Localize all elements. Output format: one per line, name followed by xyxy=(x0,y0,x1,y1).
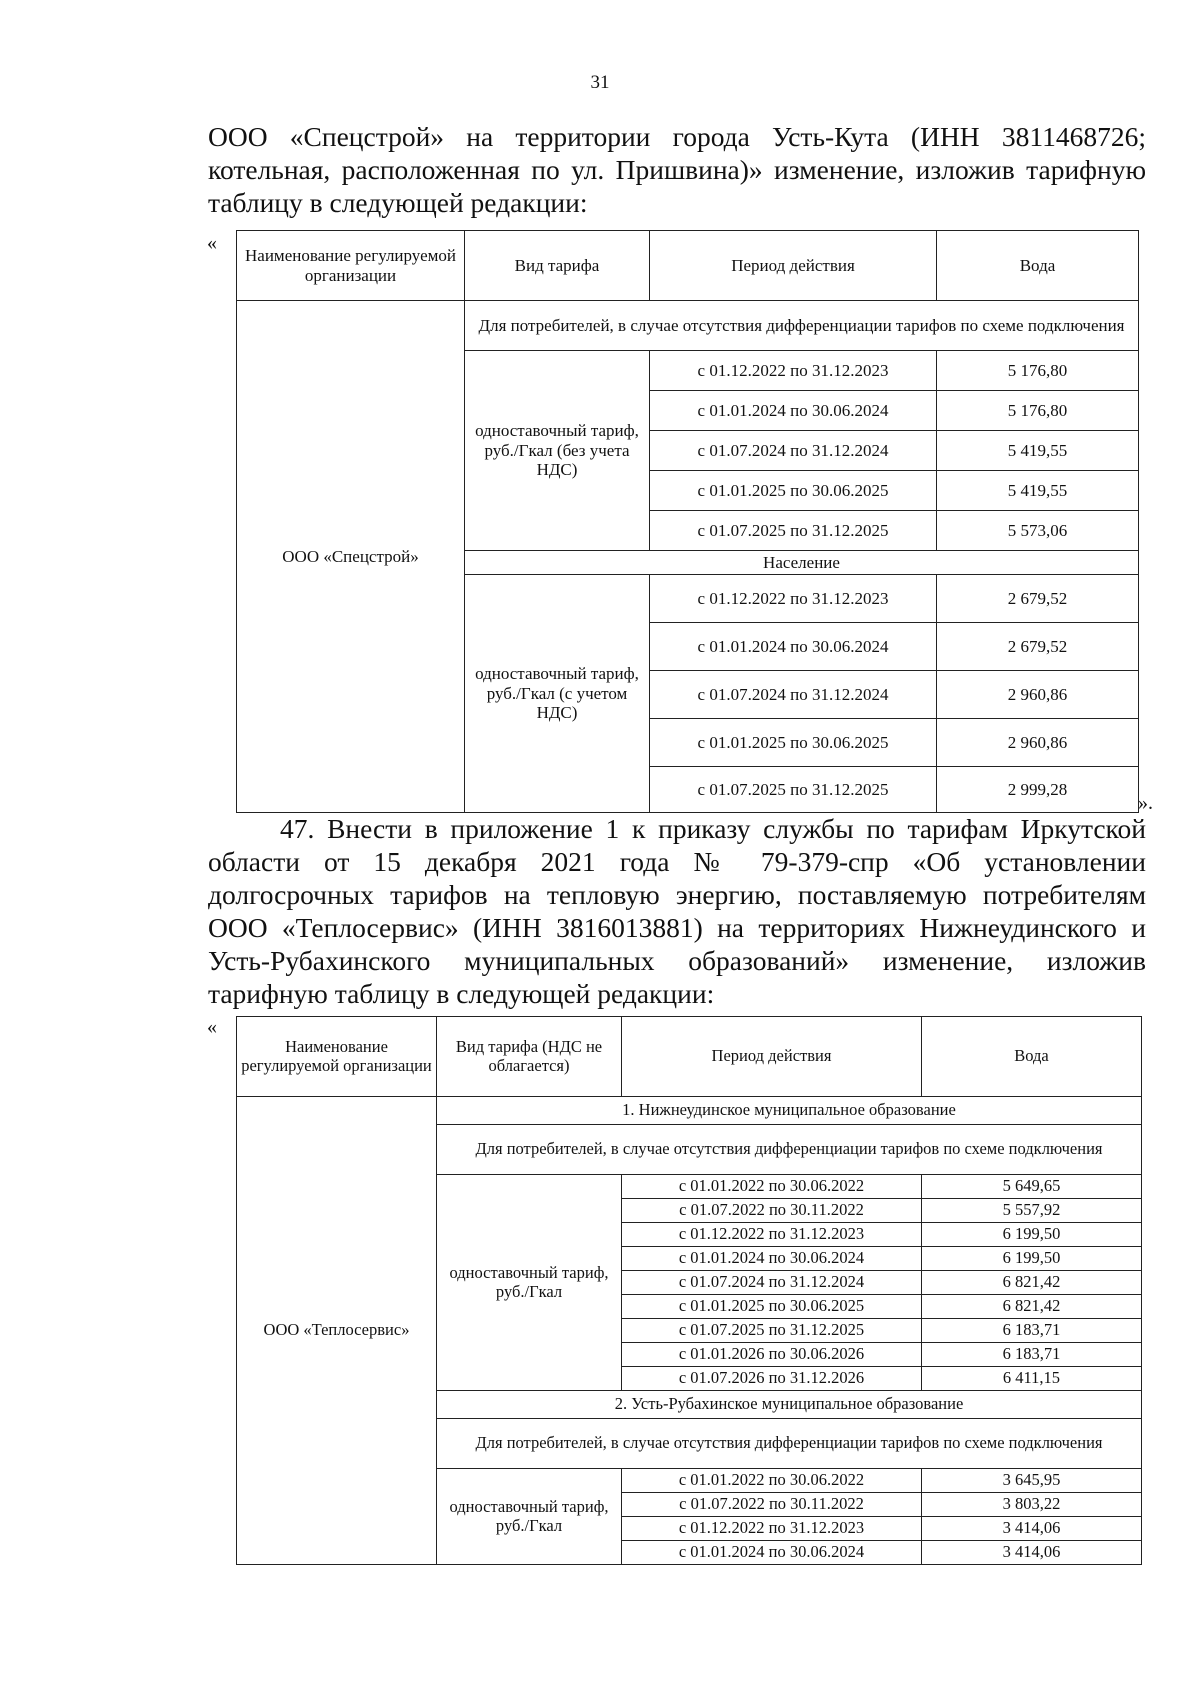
period-cell: с 01.01.2022 по 30.06.2022 xyxy=(622,1469,922,1493)
value-cell: 2 679,52 xyxy=(937,623,1139,671)
header-water: Вода xyxy=(922,1017,1142,1097)
value-cell: 6 183,71 xyxy=(922,1343,1142,1367)
page-number: 31 xyxy=(590,72,610,93)
value-cell: 5 573,06 xyxy=(937,511,1139,551)
period-cell: с 01.01.2025 по 30.06.2025 xyxy=(650,471,937,511)
period-cell: с 01.07.2022 по 30.11.2022 xyxy=(622,1493,922,1517)
period-cell: с 01.01.2025 по 30.06.2025 xyxy=(650,719,937,767)
header-organization: Наименование регулируемой организации xyxy=(237,231,465,301)
table2-quote-open: « xyxy=(207,1016,217,1038)
value-cell: 6 821,42 xyxy=(922,1295,1142,1319)
value-cell: 3 414,06 xyxy=(922,1541,1142,1565)
period-cell: с 01.07.2024 по 31.12.2024 xyxy=(622,1271,922,1295)
tariff-type-cell: одноставочный тариф, руб./Гкал (без учета НДС) xyxy=(465,351,650,551)
table-header-row xyxy=(237,1017,1142,1097)
period-cell: с 01.07.2024 по 31.12.2024 xyxy=(650,431,937,471)
tariff-type-cell: одноставочный тариф, руб./Гкал xyxy=(437,1175,622,1391)
period-cell: с 01.01.2024 по 30.06.2024 xyxy=(622,1247,922,1271)
organization-cell: ООО «Теплосервис» xyxy=(237,1097,437,1565)
section-title: 2. Усть-Рубахинское муниципальное образование xyxy=(437,1391,1142,1419)
section-title: 1. Нижнеудинское муниципальное образование xyxy=(437,1097,1142,1125)
period-cell: с 01.01.2024 по 30.06.2024 xyxy=(650,623,937,671)
period-cell: с 01.12.2022 по 31.12.2023 xyxy=(622,1223,922,1247)
period-cell: с 01.01.2024 по 30.06.2024 xyxy=(622,1541,922,1565)
intro-paragraph: ООО «Спецстрой» на территории города Усть-Кута (ИНН 3811468726; котельная, расположенная по ул. Пришвина)» изменение, изложив тарифную таблицу в следующей редакции: xyxy=(208,121,1146,218)
value-cell: 6 199,50 xyxy=(922,1223,1142,1247)
group-title: Для потребителей, в случае отсутствия дифференциации тарифов по схеме подключения xyxy=(437,1419,1142,1469)
value-cell: 2 960,86 xyxy=(937,719,1139,767)
header-tariff-type: Вид тарифа xyxy=(465,231,650,301)
header-period: Период действия xyxy=(650,231,937,301)
value-cell: 5 176,80 xyxy=(937,351,1139,391)
organization-cell: ООО «Спецстрой» xyxy=(237,301,465,813)
period-cell: с 01.01.2024 по 30.06.2024 xyxy=(650,391,937,431)
tariff-type-cell: одноставочный тариф, руб./Гкал (с учетом НДС) xyxy=(465,575,650,813)
value-cell: 5 557,92 xyxy=(922,1199,1142,1223)
value-cell: 3 645,95 xyxy=(922,1469,1142,1493)
tariff-table-spetsstroy xyxy=(236,230,1139,813)
group-title: Для потребителей, в случае отсутствия дифференциации тарифов по схеме подключения xyxy=(465,301,1139,351)
table1-quote-open: « xyxy=(207,232,217,254)
value-cell: 6 183,71 xyxy=(922,1319,1142,1343)
value-cell: 6 199,50 xyxy=(922,1247,1142,1271)
value-cell: 5 176,80 xyxy=(937,391,1139,431)
header-period: Период действия xyxy=(622,1017,922,1097)
period-cell: с 01.07.2024 по 31.12.2024 xyxy=(650,671,937,719)
period-cell: с 01.07.2025 по 31.12.2025 xyxy=(650,767,937,813)
table1-quote-close: ». xyxy=(1138,792,1153,814)
period-cell: с 01.01.2022 по 30.06.2022 xyxy=(622,1175,922,1199)
value-cell: 3 414,06 xyxy=(922,1517,1142,1541)
value-cell: 5 419,55 xyxy=(937,431,1139,471)
period-cell: с 01.12.2022 по 31.12.2023 xyxy=(650,351,937,391)
value-cell: 2 999,28 xyxy=(937,767,1139,813)
period-cell: с 01.01.2026 по 30.06.2026 xyxy=(622,1343,922,1367)
period-cell: с 01.07.2022 по 30.11.2022 xyxy=(622,1199,922,1223)
period-cell: с 01.07.2026 по 31.12.2026 xyxy=(622,1367,922,1391)
value-cell: 2 679,52 xyxy=(937,575,1139,623)
period-cell: с 01.12.2022 по 31.12.2023 xyxy=(650,575,937,623)
period-cell: с 01.01.2025 по 30.06.2025 xyxy=(622,1295,922,1319)
period-cell: с 01.07.2025 по 31.12.2025 xyxy=(650,511,937,551)
header-tariff-type: Вид тарифа (НДС не облагается) xyxy=(437,1017,622,1097)
tariff-type-cell: одноставочный тариф, руб./Гкал xyxy=(437,1469,622,1565)
header-organization: Наименование регулируемой организации xyxy=(237,1017,437,1097)
table-header-row xyxy=(237,231,1139,301)
paragraph-47: 47. Внести в приложение 1 к приказу службы по тарифам Иркутской области от 15 декабря 2021 года № 79-379-спр «Об установлении долгосрочных тарифов на тепловую энергию, поставляемую потребителям ООО «Теплосервис» (ИНН 3816013881) на территориях Нижнеудинского и Усть-Рубахинского муниципальных образований» изменение, изложив тарифную таблицу в следующей редакции: xyxy=(208,813,1146,1009)
header-water: Вода xyxy=(937,231,1139,301)
tariff-table-teploservis xyxy=(236,1016,1142,1565)
value-cell: 6 411,15 xyxy=(922,1367,1142,1391)
period-cell: с 01.07.2025 по 31.12.2025 xyxy=(622,1319,922,1343)
value-cell: 6 821,42 xyxy=(922,1271,1142,1295)
group-title: Население xyxy=(465,551,1139,575)
value-cell: 5 419,55 xyxy=(937,471,1139,511)
period-cell: с 01.12.2022 по 31.12.2023 xyxy=(622,1517,922,1541)
group-title: Для потребителей, в случае отсутствия дифференциации тарифов по схеме подключения xyxy=(437,1125,1142,1175)
value-cell: 3 803,22 xyxy=(922,1493,1142,1517)
value-cell: 5 649,65 xyxy=(922,1175,1142,1199)
value-cell: 2 960,86 xyxy=(937,671,1139,719)
